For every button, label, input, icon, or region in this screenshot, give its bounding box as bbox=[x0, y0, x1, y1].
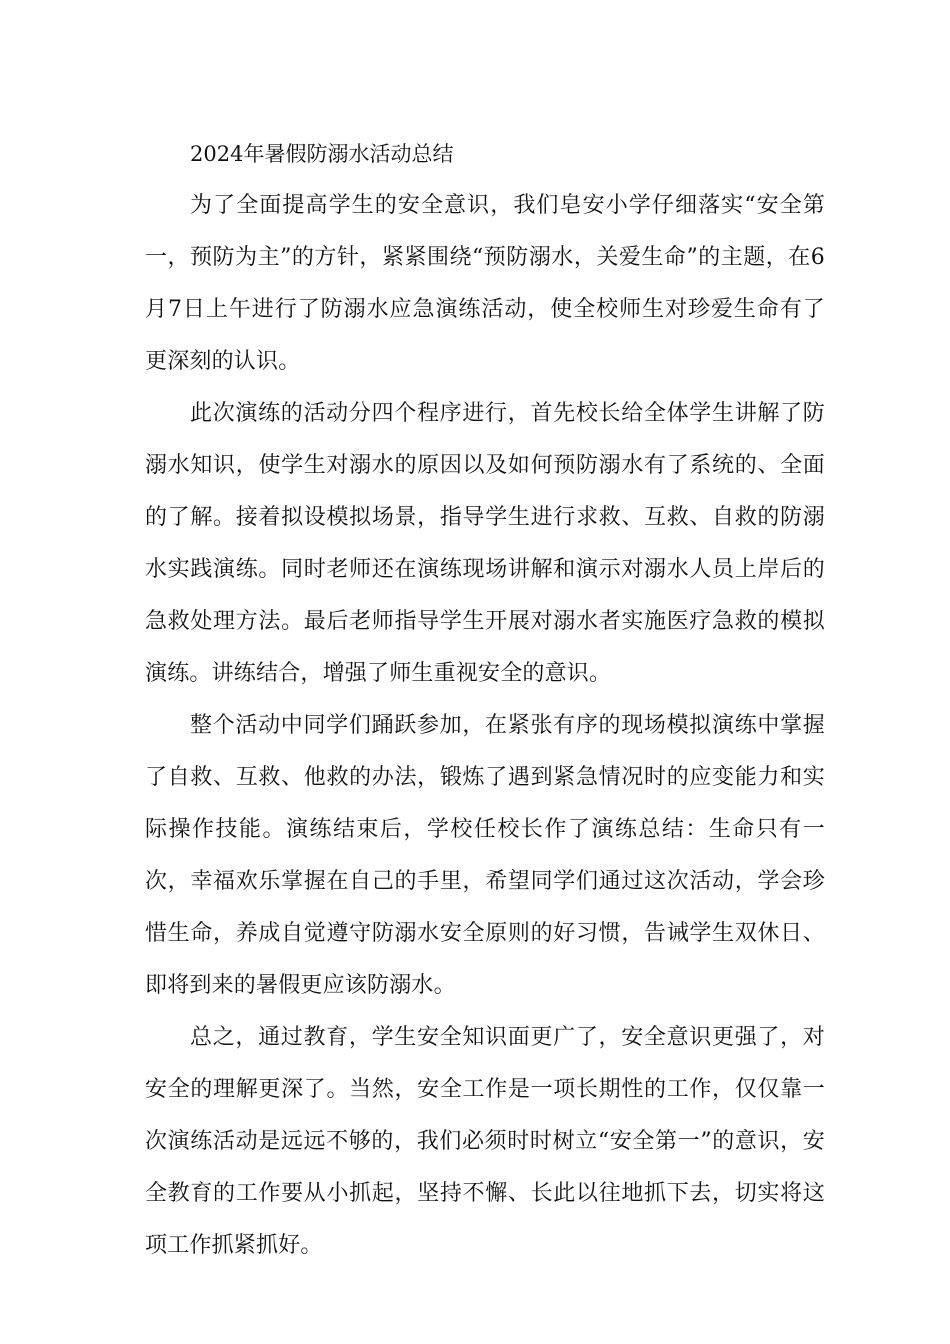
document-title: 2024年暑假防溺水活动总结 bbox=[190, 142, 454, 166]
paragraph-conclusion: 总之，通过教育，学生安全知识面更广了，安全意识更强了，对安全的理解更深了。当然，安全工作是一项长期性的工作，仅仅靠一次演练活动是远远不够的，我们必须时时树立“安全第一”的意识，安全教育的工作要从小抓起，坚持不懈、长此以往地抓下去，切实将这项工作抓紧抓好。 bbox=[145, 1025, 825, 1258]
paragraph-student-participation: 整个活动中同学们踊跃参加，在紧张有序的现场模拟演练中掌握了自救、互救、他救的办法，锻炼了遇到紧急情况时的应变能力和实际操作技能。演练结束后，学校任校长作了演练总结：生命只有一次，幸福欢乐掌握在自己的手里，希望同学们通过这次活动，学会珍惜生命，养成自觉遵守防溺水安全原则的好习惯，告诫学生双休日、即将到来的暑假更应该防溺水。 bbox=[145, 713, 825, 998]
paragraph-drill-procedure: 此次演练的活动分四个程序进行，首先校长给全体学生讲解了防溺水知识，使学生对溺水的原因以及如何预防溺水有了系统的、全面的了解。接着拟设模拟场景，指导学生进行求救、互救、自救的防溺水实践演练。同时老师还在演练现场讲解和演示对溺水人员上岸后的急救处理方法。最后老师指导学生开展对溺水者实施医疗急救的模拟演练。讲练结合，增强了师生重视安全的意识。 bbox=[145, 401, 825, 686]
paragraph-introduction: 为了全面提高学生的安全意识，我们皂安小学仔细落实“安全第一，预防为主”的方针，紧紧围绕“预防溺水，关爱生命”的主题，在6月7日上午进行了防溺水应急演练活动，使全校师生对珍爱生命有了更深刻的认识。 bbox=[145, 193, 825, 374]
document-body bbox=[145, 128, 825, 1272]
